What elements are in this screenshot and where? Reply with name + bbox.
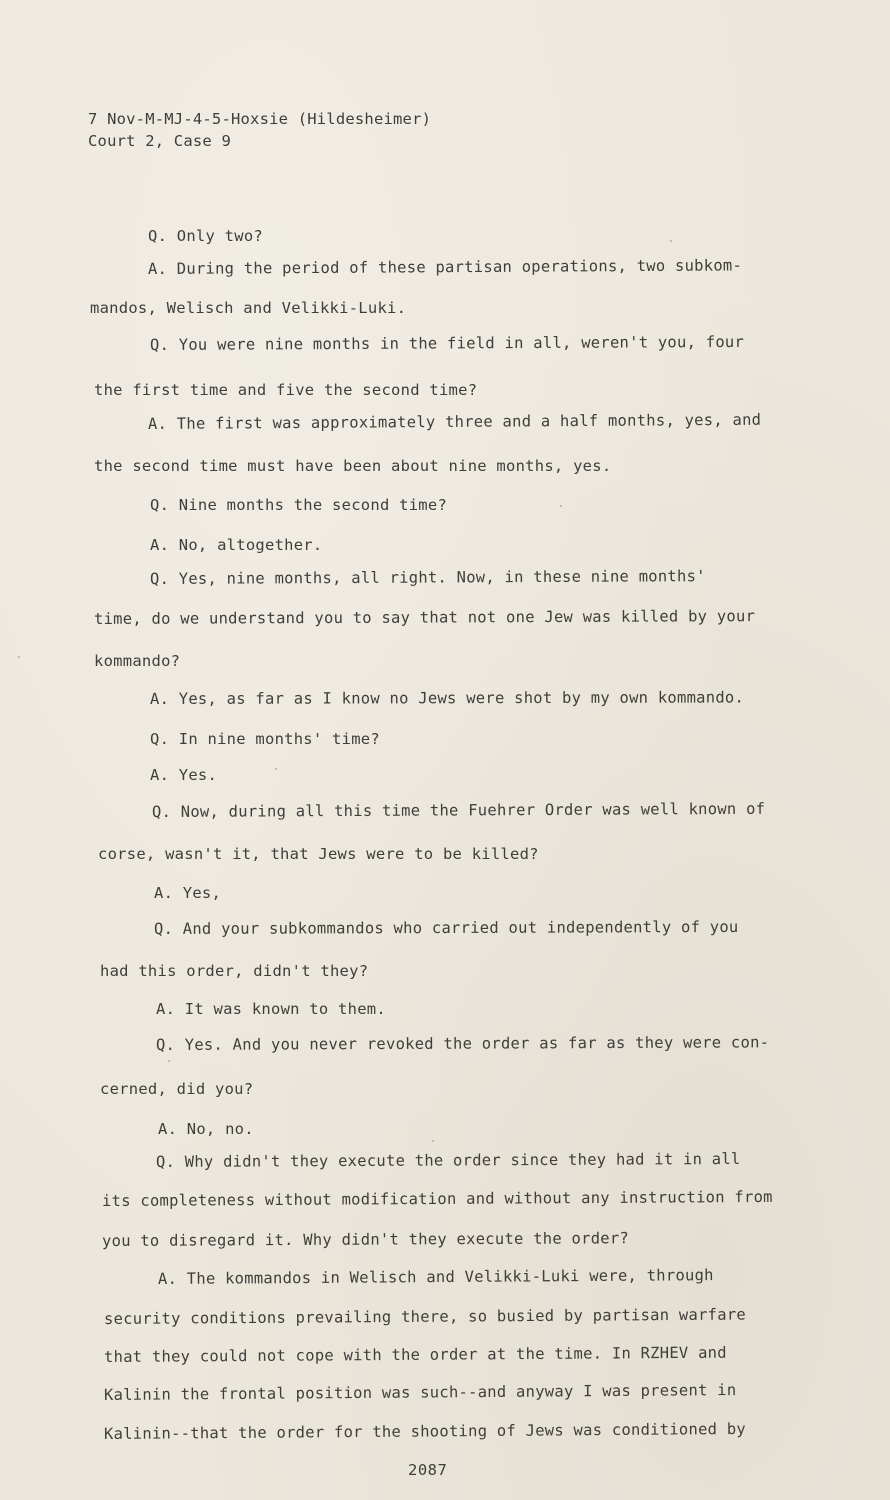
transcript-line: the first time and five the second time? xyxy=(94,381,478,399)
transcript-line: time, do we understand you to say that not one Jew was killed by your xyxy=(93,607,756,628)
transcript-line: Q. Now, during all this time the Fuehrer Order was well known of xyxy=(151,799,766,821)
transcript-line: corse, wasn't it, that Jews were to be killed? xyxy=(98,845,539,863)
transcript-line: A. It was known to them. xyxy=(156,1000,386,1018)
transcript-line: Q. You were nine months in the field in all, weren't you, four xyxy=(149,332,745,354)
transcript-line: you to disregard it. Why didn't they execute the order? xyxy=(101,1229,630,1250)
transcript-line: A. The kommandos in Welisch and Velikki-Luki were, through xyxy=(157,1266,714,1288)
transcript-line: Q. And your subkommandos who carried out independently of you xyxy=(153,917,739,938)
transcript-line: its completeness without modification and without any instruction from xyxy=(101,1187,773,1210)
header-court-case: Court 2, Case 9 xyxy=(88,132,231,150)
transcript-line: Q. Nine months the second time? xyxy=(150,496,448,514)
transcript-line: Q. Yes. And you never revoked the order as far as they were con- xyxy=(155,1033,770,1054)
paper-speck xyxy=(432,1140,434,1142)
page-number: 2087 xyxy=(408,1461,448,1479)
transcript-line: the second time must have been about nine months, yes. xyxy=(94,457,612,475)
transcript-line: Q. In nine months' time? xyxy=(150,730,380,748)
transcript-line: Kalinin--that the order for the shooting of Jews was conditioned by xyxy=(103,1419,747,1443)
paper-speck xyxy=(18,656,20,658)
paper-speck xyxy=(168,1060,170,1062)
transcript-line: Q. Why didn't they execute the order since they had it in all xyxy=(155,1149,741,1171)
transcript-line: Q. Only two? xyxy=(148,227,263,245)
paper-speck xyxy=(560,505,562,507)
transcript-line: cerned, did you? xyxy=(100,1080,254,1098)
transcript-line: security conditions prevailing there, so busied by partisan warfare xyxy=(103,1305,747,1328)
paper-speck xyxy=(275,768,277,770)
transcript-line: A. During the period of these partisan operations, two subkom- xyxy=(147,256,743,278)
transcript-line: kommando? xyxy=(94,652,181,670)
transcript-line: A. Yes, as far as I know no Jews were shot by my own kommando. xyxy=(149,688,745,708)
transcript-line: A. No, altogether. xyxy=(150,536,323,554)
transcript-line: mandos, Welisch and Velikki-Luki. xyxy=(90,299,407,317)
transcript-line: Q. Yes, nine months, all right. Now, in these nine months' xyxy=(149,567,706,588)
transcript-line: A. Yes, xyxy=(154,884,222,902)
paper-speck xyxy=(670,240,672,242)
header-reference: 7 Nov-M-MJ-4-5-Hoxsie (Hildesheimer) xyxy=(88,110,432,128)
transcript-line: that they could not cope with the order at the time. In RZHEV and xyxy=(103,1343,727,1366)
document-header xyxy=(88,108,431,152)
transcript-line: A. No, no. xyxy=(158,1120,254,1138)
transcript-line: Kalinin the frontal position was such--and anyway I was present in xyxy=(103,1381,737,1404)
transcript-line: A. Yes. xyxy=(150,766,218,784)
transcript-line: A. The first was approximately three and a half months, yes, and xyxy=(147,410,762,433)
transcript-line: had this order, didn't they? xyxy=(100,962,369,980)
